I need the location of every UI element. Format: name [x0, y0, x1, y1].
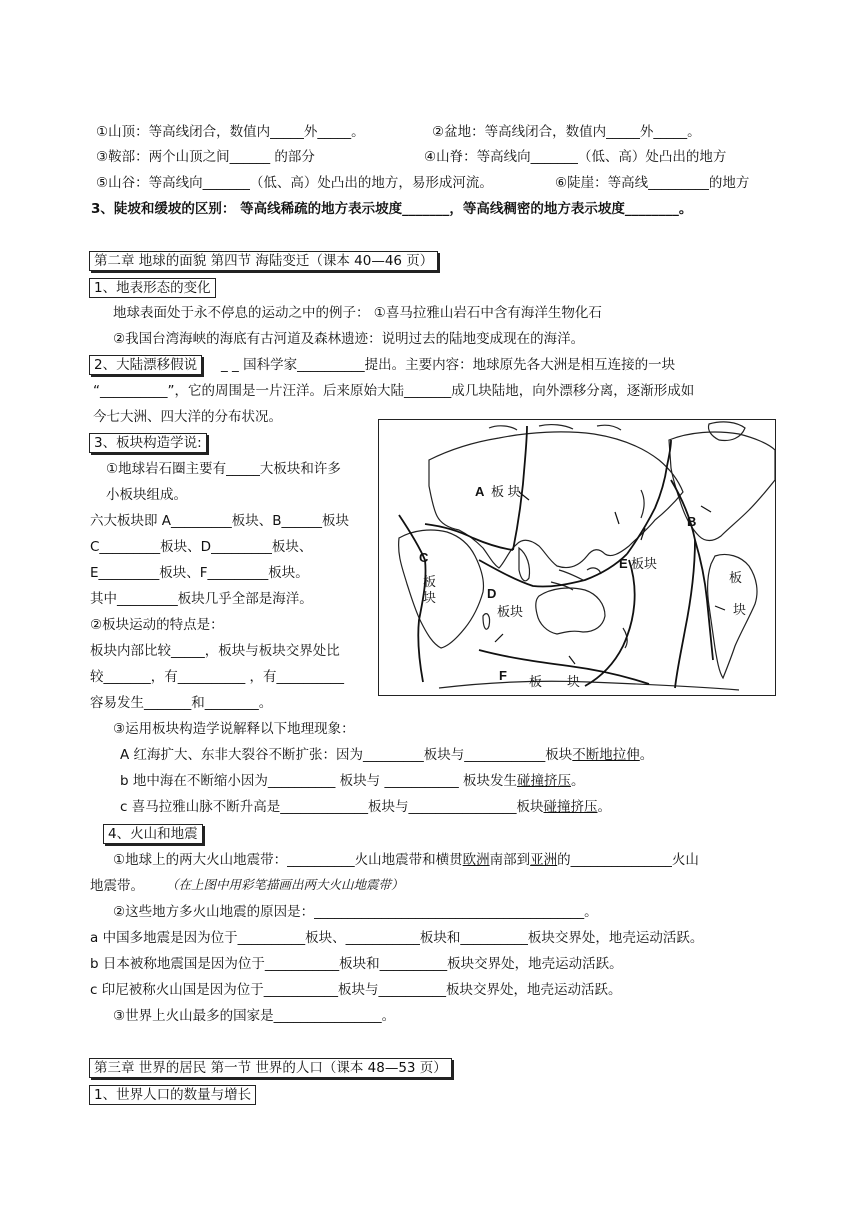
section-continental-drift-title: 2、大陆漂移假说 — [89, 355, 202, 375]
plates-line2: 小板块组成。 — [106, 487, 187, 503]
japan — [641, 490, 644, 518]
plates-question-c: c 喜马拉雅山脉不断升高是_____________板块与________________板块碰撞挤压。 — [120, 799, 611, 815]
label-sa-text1: 板 — [729, 570, 743, 585]
label-e: E — [619, 556, 628, 571]
label-f-text2: 块 — [567, 674, 581, 689]
chapter2-header: 第二章 地球的面貌 第四节 海陆变迁（课本 40—46 页） — [89, 251, 438, 271]
motion-arrow-2 — [615, 512, 619, 524]
volcano-line3: ②这些地方多火山地震的原因是：________________________________________。 — [113, 904, 598, 920]
world-map-svg — [379, 420, 775, 695]
se-asia-islands — [551, 568, 601, 590]
contour-cliff: ⑥陡崖：等高线_________的地方 — [555, 175, 750, 191]
volcano-line2: 地震带。 — [90, 878, 144, 894]
continental-drift-line2: “__________”，它的周围是一片汪洋。后来原始大陆_______成几块陆地，向外漂移分离，逐渐形成如 — [93, 383, 695, 399]
plate-tectonics-map — [378, 419, 776, 696]
chapter3-header: 第三章 世界的居民 第一节 世界的人口（课本 48—53 页） — [89, 1058, 452, 1078]
label-b: B — [687, 514, 697, 529]
contour-ridge: ④山脊：等高线向_______（低、高）处凸出的地方 — [424, 149, 727, 165]
plates-line9: 较_______，有__________ ，有__________ — [90, 669, 345, 685]
section-population-title: 1、世界人口的数量与增长 — [89, 1085, 256, 1105]
north-america-coast — [669, 432, 775, 541]
plate-boundary-nazca — [695, 540, 713, 660]
plates-question-a: A 红海扩大、东非大裂谷不断扩张：因为_________板块与____________板块不断地拉伸。 — [120, 747, 654, 763]
motion-arrow-5 — [715, 606, 725, 610]
india-coast — [519, 548, 530, 581]
contour-saddle: ③鞍部：两个山顶之间______ 的部分 — [96, 149, 315, 165]
contour-peak: ①山顶：等高线闭合，数值内_____外_____。 — [96, 124, 365, 140]
antarctica-coast — [439, 681, 739, 690]
greenland — [708, 422, 745, 441]
surface-change-line2: ②我国台湾海峡的海底有古河道及森林遗迹：说明过去的陆地变成现在的海洋。 — [113, 331, 585, 347]
plate-boundary-pacific-west — [627, 440, 671, 554]
madagascar — [483, 614, 490, 630]
motion-arrow-6 — [495, 634, 503, 642]
label-f: F — [499, 668, 507, 683]
plate-boundary-pacific-south — [585, 560, 635, 686]
volcano-line-b: b 日本被称地震国是因为位于___________板块和__________板块交界处，地壳运动活跃。 — [90, 956, 623, 972]
motion-arrow-7 — [569, 656, 575, 664]
contour-basin: ②盆地：等高线闭合，数值内_____外_____。 — [432, 124, 701, 140]
label-a-text: 板 块 — [491, 484, 521, 499]
label-e-text: 板块 — [631, 556, 658, 571]
continental-drift-line3: 今七大洲、四大洋的分布状况。 — [93, 409, 282, 425]
plates-line6: 其中_________板块几乎全部是海洋。 — [90, 591, 313, 607]
label-d: D — [487, 586, 497, 601]
plates-line5: E_________板块、F_________板块。 — [90, 565, 309, 581]
label-c: C — [419, 550, 429, 565]
volcano-line1: ①地球上的两大火山地震带：__________火山地震带和横贯欧洲南部到亚洲的_______________火山 — [113, 852, 699, 868]
continental-drift-line1: _ _ 国科学家__________提出。主要内容：地球原先各大洲是相互连接的一块 — [221, 357, 676, 373]
handwritten-note: （在上图中用彩笔描画出两大火山地震带） — [166, 877, 404, 892]
label-f-text1: 板 — [529, 674, 543, 689]
contour-valley: ⑤山谷：等高线向_______（低、高）处凸出的地方，易形成河流。 — [96, 175, 493, 191]
plates-line1: ①地球岩石圈主要有_____大板块和许多 — [106, 461, 341, 477]
motion-arrow-4 — [701, 506, 711, 512]
section-surface-change-title: 1、地表形态的变化 — [89, 278, 216, 298]
plate-boundary-indian — [479, 554, 627, 587]
volcano-line4: ③世界上火山最多的国家是________________。 — [113, 1008, 396, 1024]
arctic-islands — [489, 425, 621, 430]
eurasia-coast — [429, 432, 683, 568]
australia-coast — [536, 588, 605, 634]
label-a: A — [475, 484, 485, 499]
plates-line4: C_________板块、D_________板块、 — [90, 539, 313, 555]
section-volcano-earthquake-title: 4、火山和地震 — [103, 824, 203, 844]
label-sa-text2: 块 — [733, 602, 747, 617]
volcano-line-c: c 印尼被称火山国是因为位于___________板块与__________板块交界处，地壳运动活跃。 — [90, 982, 622, 998]
label-c-text2: 块 — [423, 590, 437, 605]
label-d-text: 板块 — [497, 604, 524, 619]
label-c-text1: 板 — [423, 574, 437, 589]
slope-difference: 3、陡坡和缓坡的区别： 等高线稀疏的地方表示坡度_______，等高线稠密的地方表示坡度________。 — [91, 201, 693, 217]
plates-line7: ②板块运动的特点是： — [90, 617, 224, 633]
section-plate-tectonics-title: 3、板块构造学说: — [89, 433, 207, 453]
volcano-line-a: a 中国多地震是因为位于__________板块、___________板块和__________板块交界处，地壳运动活跃。 — [90, 930, 704, 946]
plates-line8: 板块内部比较_____，板块与板块交界处比 — [90, 643, 340, 659]
surface-change-line1: 地球表面处于永不停息的运动之中的例子： ①喜马拉雅山岩石中含有海洋生物化石 — [113, 305, 602, 321]
plates-line3: 六大板块即 A_________板块、B______板块 — [90, 513, 350, 529]
plates-line10: 容易发生_______和________。 — [90, 695, 273, 711]
africa-coast — [399, 530, 484, 648]
plates-question-b: b 地中海在不断缩小因为__________ 板块与 ___________ 板块发生碰撞挤压。 — [120, 773, 585, 789]
plates-line11: ③运用板块构造学说解释以下地理现象： — [113, 721, 355, 737]
